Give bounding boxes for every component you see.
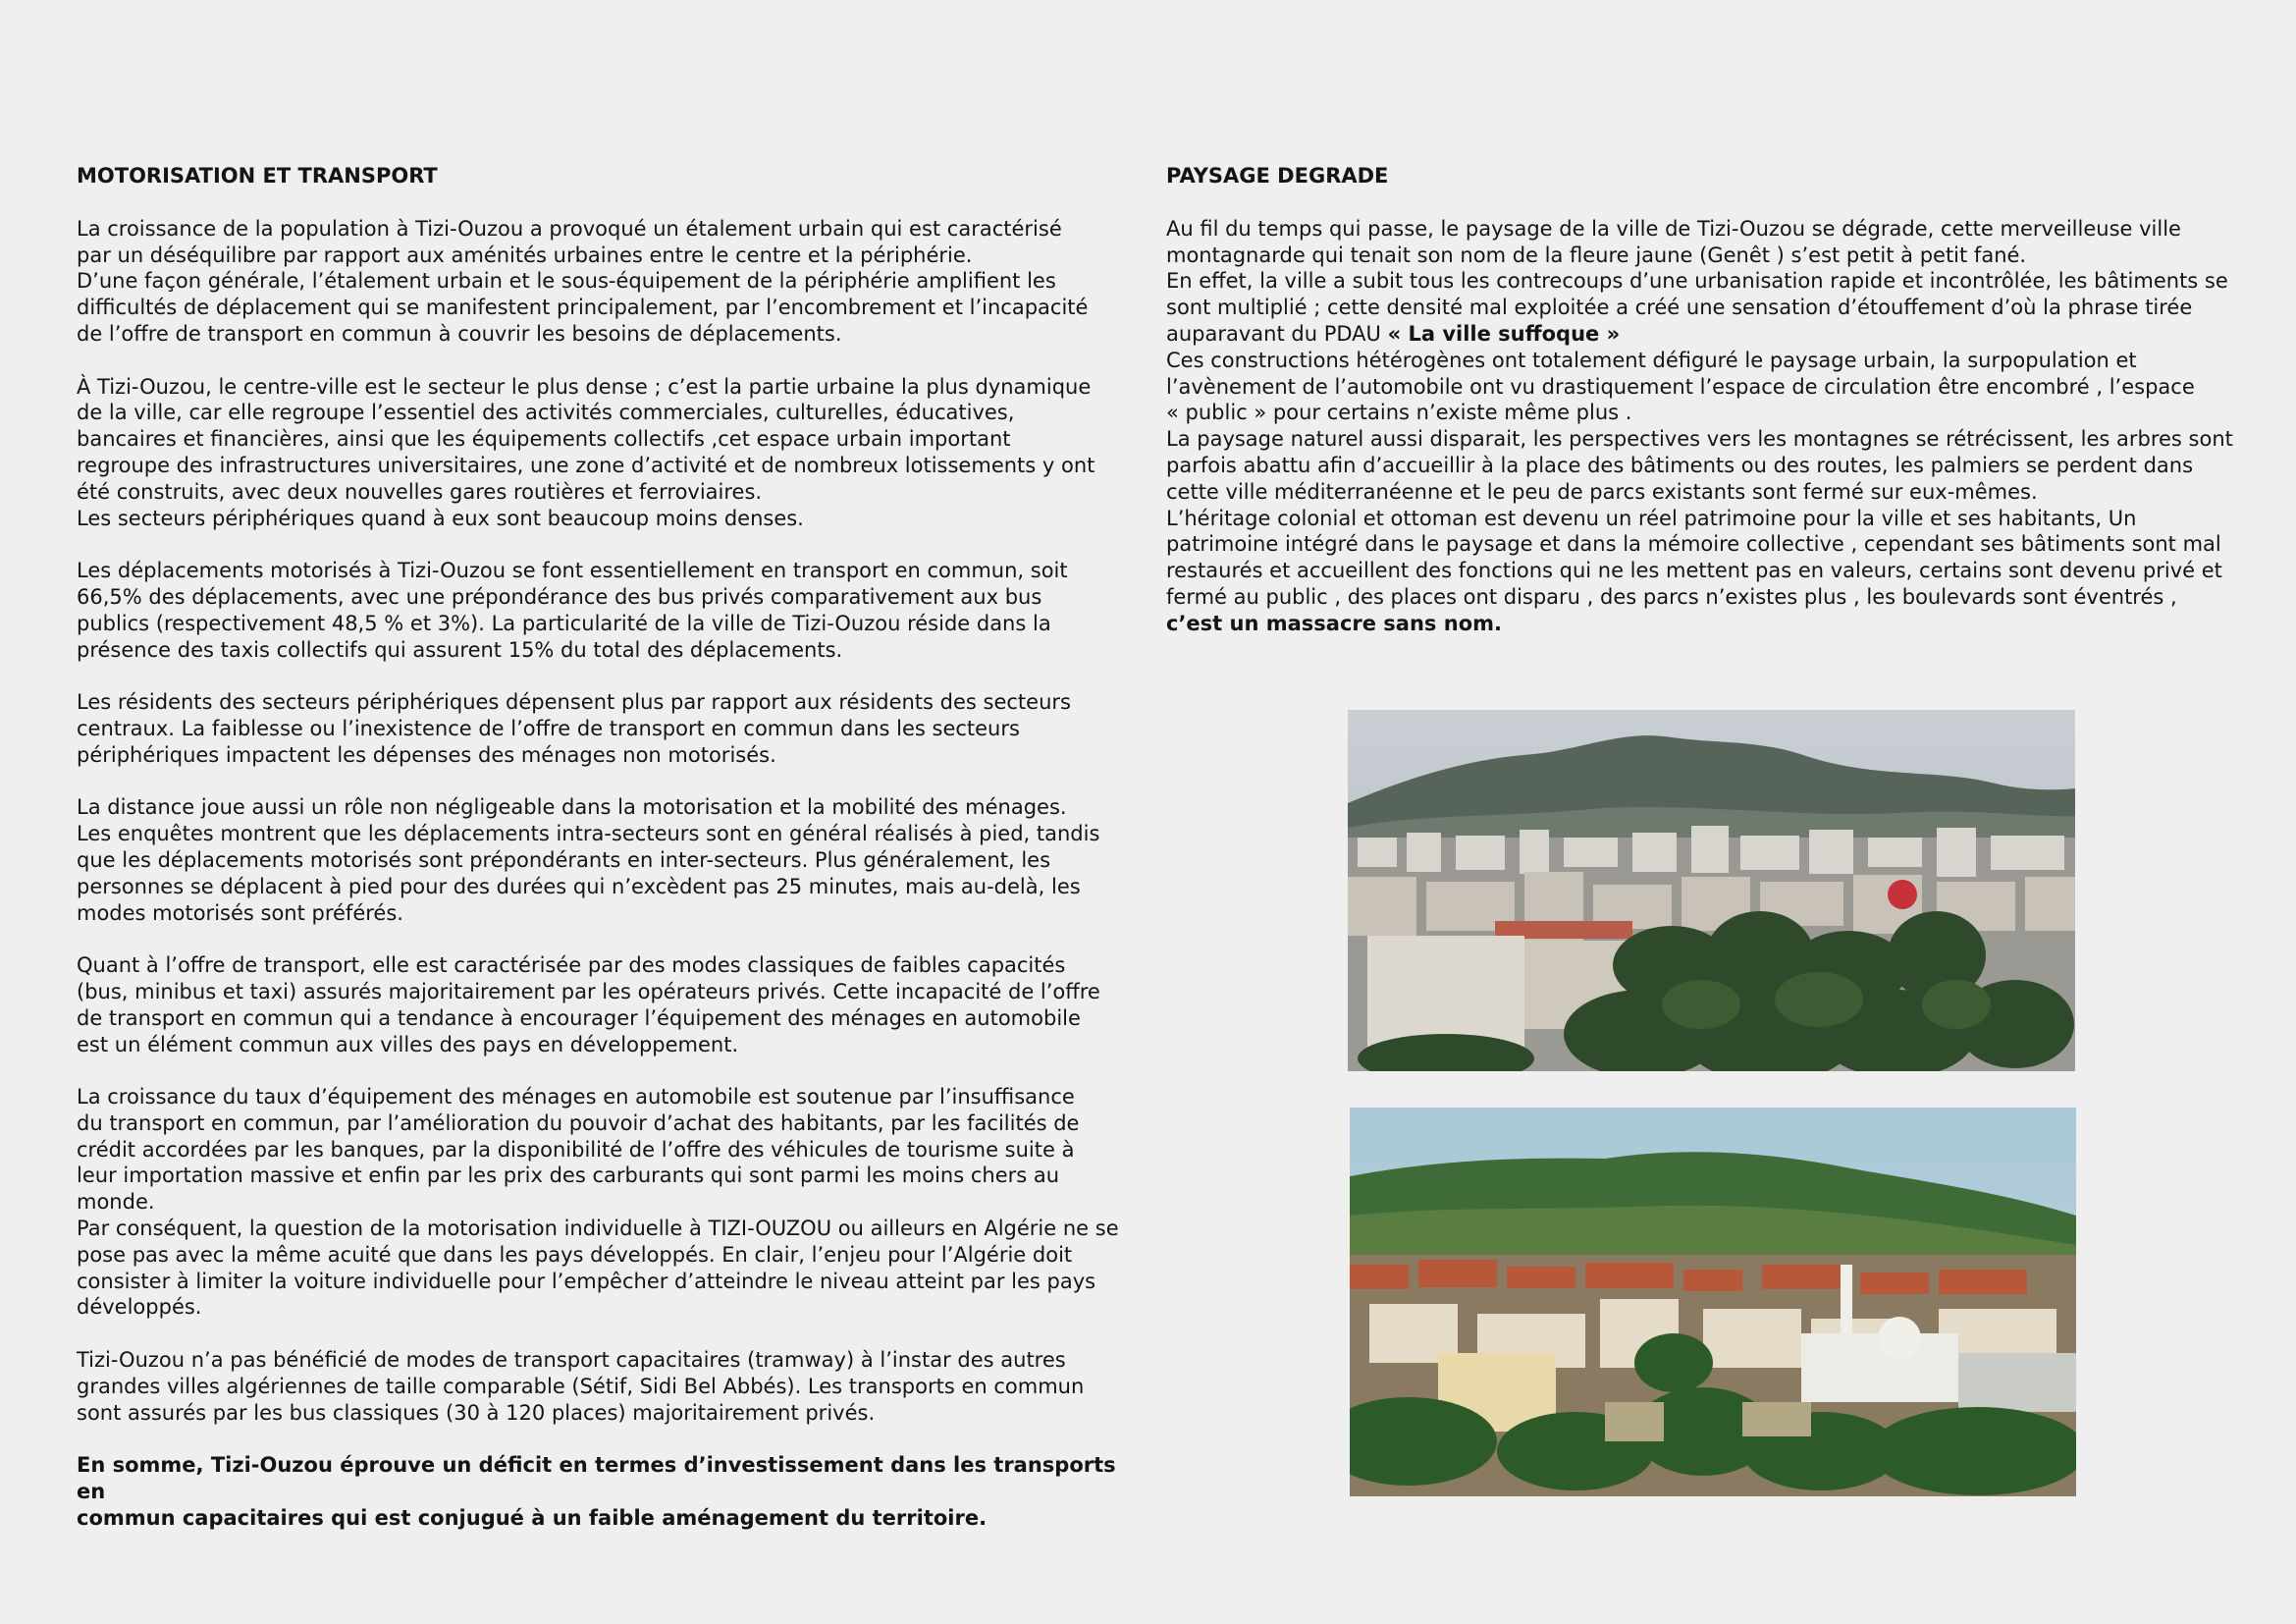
photo-historic-city-view — [1350, 1108, 2076, 1496]
right-column — [1166, 163, 2266, 637]
paragraph: Ces constructions hétérogènes ont totalement défiguré le paysage urbain, la surpopulation et l’avènement de l’automobile ont vu drastiquement l’espace de circulation être encombré , l’espace « public » pour certains n’existe même plus . La paysage naturel aussi disparait, les perspectives vers les montagnes se rétrécissent, les arbres sont parfois abattu afin d’accueillir à la place des bâtiments ou des routes, les palmiers se perdent dans cette ville méditerranéenne et le peu de parcs existants sont fermé sur eux-mêmes. L’héritage colonial et ottoman est devenu un réel patrimoine pour la ville et ses habitants, Un patrimoine intégré dans le paysage et dans la mémoire collective , cependant ses bâtiments sont mal restaurés et accueillent des fonctions qui ne les mettent pas en valeurs, certains sont devenu privé et fermé au public , des places ont disparu , des parcs n’existes plus , les boulevards sont éventrés , — [1166, 348, 2233, 609]
closing-statement: c’est un massacre sans nom. — [1166, 611, 1502, 635]
paragraph: Tizi-Ouzou n’a pas bénéficié de modes de transport capacitaires (tramway) à l’instar des autres grandes villes algériennes de taille comparable (Sétif, Sidi Bel Abbés). Les transports en commun sont assurés par les bus classiques (30 à 120 places) majoritairement privés. — [77, 1348, 1085, 1425]
section-heading-paysage: PAYSAGE DEGRADE — [1166, 164, 1389, 188]
paragraph: Quant à l’offre de transport, elle est caractérisée par des modes classiques de faibles capacités (bus, minibus et taxi) assurés majoritairement par les opérateurs privés. Cette incapacité de l’offre de transport en commun qui a tendance à encourager l’équipement des ménages en automobile est un élément commun aux villes des pays en développement. — [77, 953, 1100, 1056]
left-column — [77, 163, 1137, 1557]
section-heading-motorisation: MOTORISATION ET TRANSPORT — [77, 164, 438, 188]
paragraph: Les résidents des secteurs périphériques dépensent plus par rapport aux résidents des secteurs centraux. La faiblesse ou l’inexistence de l’offre de transport en commun dans les secteurs périphériques impactent les dépenses des ménages non motorisés. — [77, 690, 1071, 767]
paragraph-text: Au fil du temps qui passe, le paysage de la ville de Tizi-Ouzou se dégrade, cette merveilleuse ville montagnarde qui tenait son nom de la fleure jaune (Genêt ) s’est petit à petit fané. En effet, la ville a subit tous les contrecoups d’une urbanisation rapide et incontrôlée, les bâtiments se sont multiplié ; cette densité mal exploitée a créé une sensation d’étouffement d’où la phrase tirée auparavant du PDAU — [1166, 216, 2228, 346]
paragraph — [1166, 216, 2266, 348]
conclusion-paragraph: En somme, Tizi-Ouzou éprouve un déficit en termes d’investissement dans les transports en commun capacitaires qui est conjugué à un faible aménagement du territoire. — [77, 1453, 1116, 1530]
pdau-quote: « La ville suffoque » — [1387, 321, 1621, 346]
paragraph: La croissance du taux d’équipement des ménages en automobile est soutenue par l’insuffisance du transport en commun, par l’amélioration du pouvoir d’achat des habitants, par les facilités de crédit accordées par les banques, par la disponibilité de l’offre des véhicules de tourisme suite à leur importation massive et enfin par les prix des carburants qui sont parmi les moins chers au monde. Par conséquent, la question de la motorisation individuelle à TIZI-OUZOU ou ailleurs en Algérie ne se pose pas avec la même acuité que dans les pays développés. En clair, l’enjeu pour l’Algérie doit consister à limiter la voiture individuelle pour l’empêcher d’atteindre le niveau atteint par les pays développés. — [77, 1085, 1119, 1320]
photo-modern-city-view — [1348, 710, 2075, 1071]
paragraph: La croissance de la population à Tizi-Ouzou a provoqué un étalement urbain qui est caractérisé par un déséquilibre par rapport aux aménités urbaines entre le centre et la périphérie. D’une façon générale, l’étalement urbain et le sous-équipement de la périphérie amplifient les difficultés de déplacement qui se manifestent principalement, par l’encombrement et l’incapacité de l’offre de transport en commun à couvrir les besoins de déplacements. — [77, 216, 1089, 346]
paragraph: Les déplacements motorisés à Tizi-Ouzou se font essentiellement en transport en commun, soit 66,5% des déplacements, avec une prépondérance des bus privés comparativement aux bus publics (respectivement 48,5 % et 3%). La particularité de la ville de Tizi-Ouzou réside dans la présence des taxis collectifs qui assurent 15% du total des déplacements. — [77, 559, 1068, 662]
paragraph: À Tizi-Ouzou, le centre-ville est le secteur le plus dense ; c’est la partie urbaine la plus dynamique de la ville, car elle regroupe l’essentiel des activités commerciales, culturelles, éducatives, bancaires et financières, ainsi que les équipements collectifs ,cet espace urbain important regroupe des infrastructures universitaires, une zone d’activité et de nombreux lotissements y ont été construits, avec deux nouvelles gares routières et ferroviaires. Les secteurs périphériques quand à eux sont beaucoup moins denses. — [77, 374, 1095, 530]
paragraph: La distance joue aussi un rôle non négligeable dans la motorisation et la mobilité des ménages. Les enquêtes montrent que les déplacements intra-secteurs sont en général réalisés à pied, tandis que les déplacements motorisés sont prépondérants en inter-secteurs. Plus généralement, les personnes se déplacent à pied pour des durées qui n’excèdent pas 25 minutes, mais au-delà, les modes motorisés sont préférés. — [77, 795, 1100, 925]
